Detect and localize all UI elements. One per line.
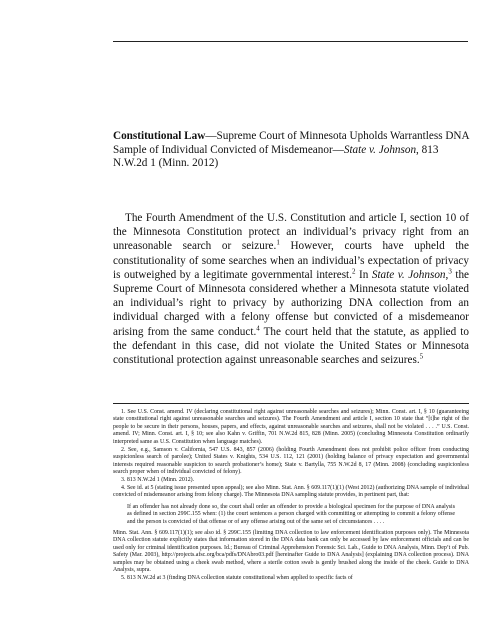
footnote-ref-5[interactable]: 5 [419,352,424,361]
body-case-name: State v. Johnson [371,268,446,281]
footnote-1: 1. See U.S. Const. amend. IV (declaring constitutional right against unreasonable searches and seizures); Minn. Const. art. I, § 10 (guaranteeing state constitutional right against unreasonable searches and seizures). The Fourth Amendment and article I, section 10 state that “[t]he right of the people to be secure in their persons, houses, papers, and effects, against unreasonable searches and seizures, shall not be violated . . . .” U.S. Const. amend. IV; Minn. Const. art. I, § 10; see also Kahn v. Griffin, 701 N.W.2d 815, 828 (Minn. 2005) (concluding Minnesota Constitution ordinarily interpreted same as U.S. Constitution when language matches). [113,409,469,445]
title-cite: , 813 N.W.2d 1 (Minn. 2012) [113,143,439,170]
footnote-4-quote: If an offender has not already done so, the court shall order an offender to provide a biological specimen for the purpose of DNA analysis as defined in section 299C.155 when: (1) the court sentences a person charged with committing or attempting to commit a felony offense and the person is convicted of that offense or of any offense arising out of the same set of circumstances . . . . [127,503,455,525]
footnote-5: 5. 813 N.W.2d at 3 (finding DNA collection statute constitutional when applied to specific facts of [121,575,353,582]
footnote-ref-2[interactable]: 2 [351,267,356,276]
body-text [113,211,469,367]
article-title [113,130,469,171]
footnotes [113,409,469,583]
body-span: The court held that the statute, as applied to the defendant in this case, did not violate the United States or Minnesota constitutional protection against unreasonable searches and seizures. [113,325,469,367]
body-span: , [445,268,449,281]
footnote-ref-4[interactable]: 4 [256,323,260,332]
body-span: However, courts have upheld the constitutionality of some searches when an individual’s expectation of privacy is outweighed by a legitimate governmental interest. [113,240,469,281]
body-span: In [355,268,372,281]
title-rest: —Supreme Court of Minnesota Upholds Warrantless DNA Sample of Individual Convicted of Misdemeanor— [113,130,469,156]
footnote-4-continued: Minn. Stat. Ann. § 609.117(1)(1); see also id. § 299C.155 (limiting DNA collection to law enforcement identification purposes only). The Minnesota DNA collection statute explicitly states that information stored in the DNA data bank can only be accessed by law enforcement officials and can be used only for criminal identification purposes. Id.; Bureau of Criminal Apprehension Forensic Sci. Lab., Guide to DNA Analysis, Minn. Dep’t of Pub. Safety (Mar. 2003), http://projects.afsc.org/bca/pdfs/DNAbro03.pdf [hereinafter Guide to DNA Analysis] (explaining DNA collection process). DNA samples may be obtained using a cheek swab method, where a sterile cotton swab is gently brushed along the inside of the cheek. Guide to DNA Analysis, supra. [113,529,469,574]
footnote-4: 4. See id. at 5 (stating issue presented upon appeal); see also Minn. Stat. Ann. § 609.117(1)(1) (West 2012) (authorizing DNA sample of individual convicted of misdemeanor arising from felony charge). The Minnesota DNA sampling statute provides, in pertinent part, that: [113,484,469,499]
title-case: State v. Johnson [343,143,417,156]
body-span: the Supreme Court of Minnesota considered whether a Minnesota statute violated an individual’s right to privacy by authorizing DNA collection from an individual charged with a felony offense but convicted of a misdemeanor arising from the same conduct. [113,268,470,338]
body-paragraph [113,211,469,367]
footnote-rule [113,403,469,404]
title-bold: Constitutional Law [113,130,206,142]
footnote-ref-3[interactable]: 3 [448,267,452,276]
footnote-2: 2. See, e.g., Samson v. California, 547 U.S. 843, 857 (2006) (holding Fourth Amendment does not prohibit police officer from conducting suspicionless search of parolee); United States v. Knights, 534 U.S. 112, 121 (2001) (holding balance of privacy expectation and governmental interests required reasonable suspicion to search probationer’s home); State v. Bartylla, 755 N.W.2d 8, 17 (Minn. 2008) (concluding suspicionless search proper when of individual convicted of felony). [113,446,469,476]
footnote-ref-1[interactable]: 1 [276,238,280,247]
body-span: The Fourth Amendment of the U.S. Constitution and article I, section 10 of the Minnesota Constitution protect an individual’s privacy right from an unreasonable search or seizure. [113,212,469,253]
header-rule [113,41,468,42]
footnote-3: 3. 813 N.W.2d 1 (Minn. 2012). [121,476,195,483]
